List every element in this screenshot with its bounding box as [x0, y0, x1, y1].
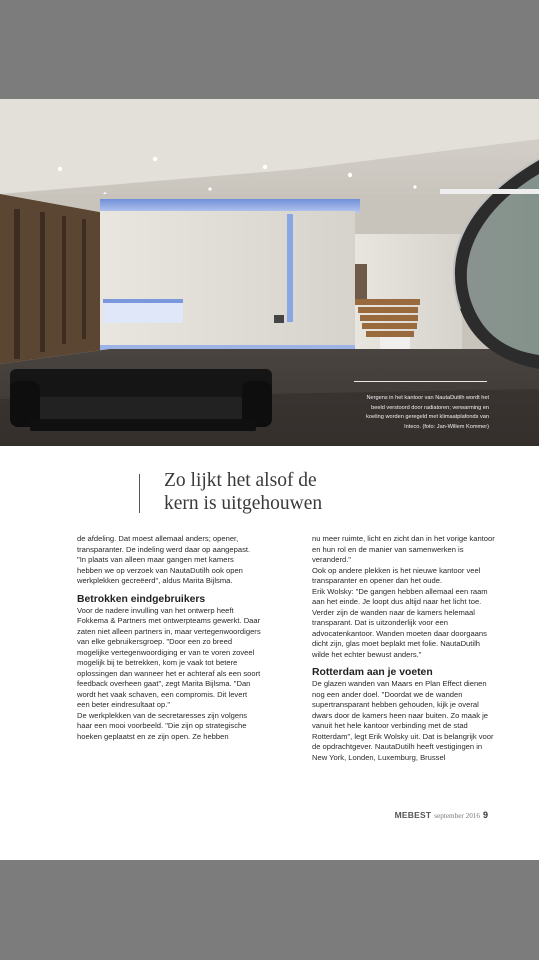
pull-quote-line-2: kern is uitgehouwen	[164, 492, 323, 514]
photo-caption: Nergens in het kantoor van NautaDutilh wordt het beeld verstoord door radiatoren; verwarming en koeling worden geregeld met klimaatplafonds van Inteco. (foto: Jan-Willem Kommer)	[366, 395, 489, 430]
body-paragraph: De werkplekken van de secretaresses zijn volgens haar een mooi voorbeeld. "Die zijn op strategische hoeken geplaatst en ze zijn open. Ze hebben	[77, 710, 248, 741]
body-paragraph: De glazen wanden van Maars en Plan Effect dienen nog een ander doel. "Doordat we de wanden supertransparant hebben gehouden, kijk je overal dwars door de kamers heen naar buiten. Zo maak je vanuit het hele kantoor verbinding met de stad Rotterdam", legt Erik Wolsky uit. Dat is belangrijk voor de opdrachtgever. NautaDutilh heeft vestigingen in New York, Londen, Luxemburg, Brussel	[312, 679, 494, 762]
issue-date: september 2016	[434, 812, 480, 820]
body-paragraph: nu meer ruimte, licht en zicht dan in het vorige kantoor en hun rol en de manier van samenwerken is veranderd."	[312, 534, 495, 564]
body-paragraph: Ook op andere plekken is het nieuwe kantoor veel transparanter en opener dan het oude.	[312, 565, 481, 585]
right-column	[312, 534, 496, 763]
pull-quote	[164, 470, 424, 515]
page-footer	[380, 805, 488, 823]
section-heading: Betrokken eindgebruikers	[77, 593, 206, 605]
pull-quote-line-1: Zo lijkt het alsof de	[164, 470, 317, 491]
left-column	[77, 534, 261, 742]
page-number: 9	[482, 810, 488, 820]
body-paragraph: Erik Wolsky: "De gangen hebben allemaal een raam aan het einde. Je loopt dus altijd naar het licht toe. Verder zijn de wanden naar de kamers helemaal transparant. Dat is uitzonderlijk voor een advocatenkantoor. Wanden moeten daar doorgaans dicht zijn, glas moet beplakt met folie. NautaDutilh wilde het echter bewust anders."	[312, 586, 488, 659]
magazine-page	[0, 99, 539, 860]
office-interior-photo	[0, 99, 539, 446]
body-paragraph: Voor de nadere invulling van het ontwerp heeft Fokkema & Partners met ontwerpteams gewerkt. Daar zaten niet alleen partners in, maar vertegenwoordigers van elke gebruikersgroep. "Door een zo breed mogelijke vertegenwoordiging er van te voren zoveel mogelijk bij te betrekken, kom je vaak tot betere oplossingen dan wanneer het er achteraf als een soort feedback overheen gaat", zegt Marita Bijlsma. "Dan wordt het vaak schaven, een compromis. Dit levert een beter eindresultaat op."	[77, 605, 261, 709]
magazine-name: MEBEST	[394, 810, 432, 820]
pull-quote-bar	[139, 474, 140, 513]
caption-rule	[354, 381, 487, 382]
section-heading: Rotterdam aan je voeten	[312, 667, 433, 678]
body-paragraph: de afdeling. Dat moest allemaal anders; opener, transparanter. De indeling werd daar op aangepast. "In plaats van alleen maar gangen met kamers hebben we op verzoek van NautaDutilh ook open werkplekken gecreëerd", aldus Marita Bijlsma.	[77, 534, 251, 585]
